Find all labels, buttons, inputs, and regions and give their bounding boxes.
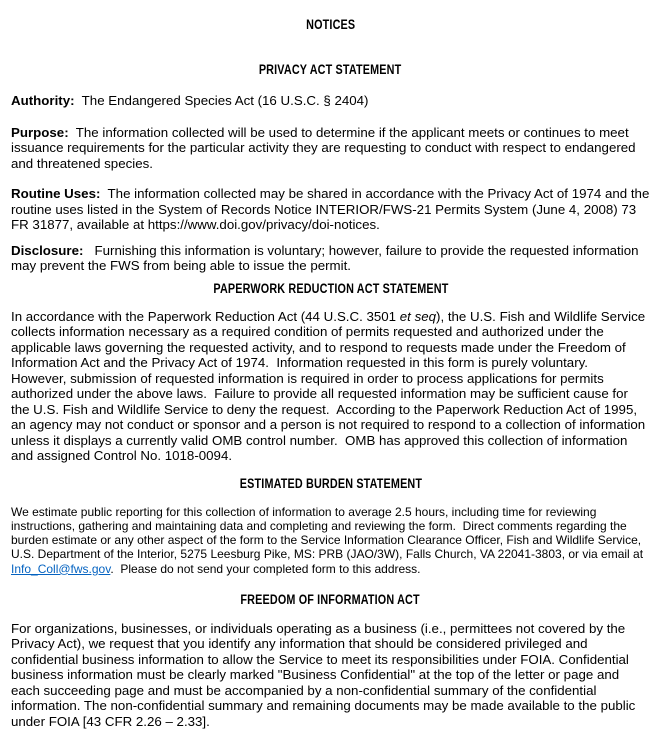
page-title-text: NOTICES [305, 17, 356, 32]
disclosure-text: Furnishing this information is voluntary; however, failure to provide the requested information may prevent the FWS from being able to issue the permit. [11, 242, 643, 273]
paperwork-text-italic: et seq [399, 308, 437, 324]
privacy-act-heading-text: PRIVACY ACT STATEMENT [259, 62, 402, 77]
estimated-burden-heading-text: ESTIMATED BURDEN STATEMENT [239, 475, 422, 491]
paperwork-text-end: ), the U.S. Fish and Wildlife Service collects information necessary as a required condition of permits requested and authorized under the applicable laws governing the requested activity, and to respond to requests made under the Freedom of Information Act and the Privacy Act of 1974. Information requested in this form is purely voluntary. However, submission of requested information is required in order to process applications for permits authorized under the above laws. Failure to provide all requested information may be sufficient cause for the U.S. Fish and Wildlife Service to deny the request. According to the Paperwork Reduction Act of 1995, an agency may not conduct or sponsor and a person is not required to respond to a collection of information unless it displays a currently valid OMB control number. OMB has approved this collection of information and assigned Control No. 1018-0094. [11, 308, 649, 463]
foia-text: For organizations, businesses, or individuals operating as a business (i.e., permittees not covered by the Privacy Act), we request that you identify any information that should be considered privileged and confidential business information to allow the Service to meet its responsibilities under FOIA. Confidential business information must be clearly marked "Business Confidential" at the top of the letter or page and each succeeding page and must be accompanied by a non-confidential summary of the confidential information. The non-confidential summary and remaining documents may be made available to the public under FOIA [43 CFR 2.26 – 2.33]. [11, 620, 640, 729]
estimated-burden-paragraph [11, 505, 650, 576]
purpose-label: Purpose: [11, 124, 69, 140]
paperwork-reduction-paragraph [11, 309, 650, 464]
routine-uses-label: Routine Uses: [11, 186, 101, 201]
paperwork-reduction-heading [11, 282, 650, 295]
burden-text-end: . Please do not send your completed form to this address. [110, 561, 421, 576]
authority-label: Authority: [11, 93, 75, 108]
routine-uses-text: The information collected may be shared in accordance with the Privacy Act of 1974 and the routine uses listed in the System of Records Notice INTERIOR/FWS-21 Permits System (June 4, 2008) 73 FR 31877, available at https://www.doi.gov/privacy/doi-notices. [11, 186, 654, 232]
burden-text-start: We estimate public reporting for this collection of information to average 2.5 hours, including time for reviewing instructions, gathering and maintaining data and completing and reviewing the form. Direct comments regarding the burden estimate or any other aspect of the form to the Service Information Clearance Officer, Fish and Wildlife Service, U.S. Department of the Interior, 5275 Leesburg Pike, MS: PRB (JAO/3W), Falls Church, VA 22041-3803, or via email at [11, 504, 647, 562]
estimated-burden-heading [11, 477, 650, 490]
email-link[interactable]: Info_Coll@fws.gov [11, 561, 111, 576]
privacy-act-heading [11, 63, 650, 76]
authority-text: The Endangered Species Act (16 U.S.C. § 2404) [74, 93, 369, 108]
purpose-text: The information collected will be used to determine if the applicant meets or continues to meet issuance requirements for the particular activity they are requesting to conduct with respect to endangered and threatened species. [11, 124, 640, 171]
foia-heading-text: FREEDOM OF INFORMATION ACT [240, 591, 421, 607]
disclosure-label: Disclosure: [11, 242, 84, 258]
foia-heading [11, 593, 650, 606]
paperwork-reduction-heading-text: PAPERWORK REDUCTION ACT STATEMENT [212, 280, 449, 296]
purpose-paragraph [11, 125, 650, 172]
disclosure-paragraph [11, 243, 650, 274]
paperwork-text-start: In accordance with the Paperwork Reduction Act (44 U.S.C. 3501 [11, 308, 400, 324]
authority-paragraph [11, 93, 650, 109]
foia-paragraph [11, 621, 650, 730]
routine-uses-paragraph [11, 186, 654, 233]
page-title [11, 18, 650, 31]
